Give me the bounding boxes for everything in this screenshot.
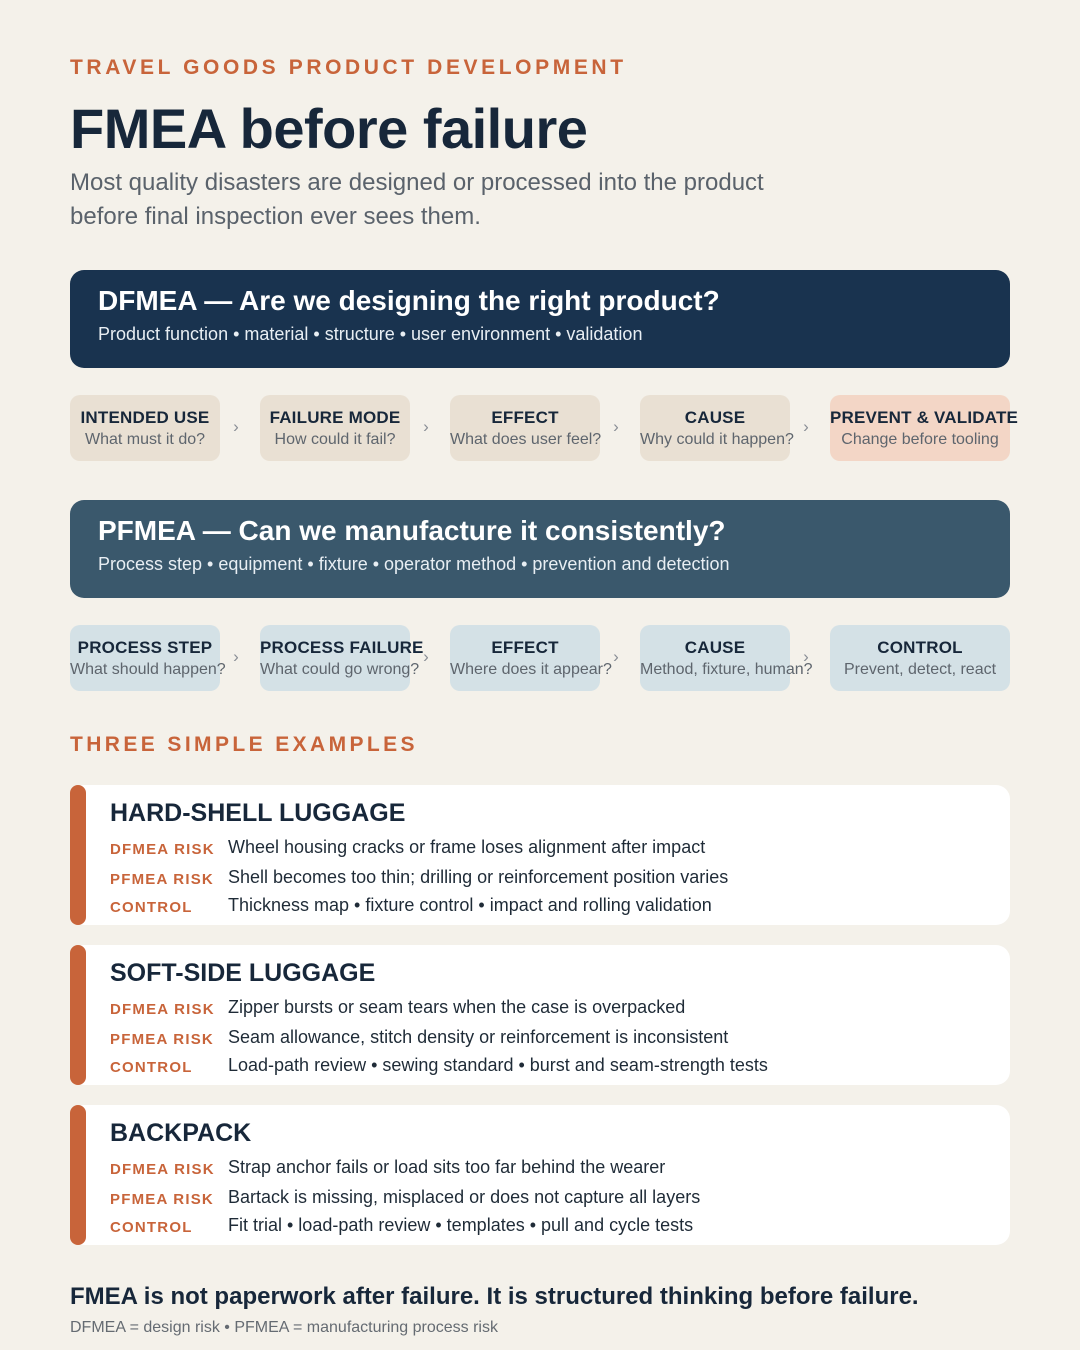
card-title: BACKPACK	[110, 1119, 252, 1147]
step-label: FAILURE MODE	[269, 407, 401, 427]
row-key: CONTROL	[110, 1059, 193, 1076]
step-question: Why could it happen?	[640, 430, 794, 448]
row-key: DFMEA RISK	[110, 1001, 215, 1018]
footer-note: DFMEA = design risk • PFMEA = manufacturing process risk	[70, 1319, 498, 1336]
step-label: PREVENT & VALIDATE	[830, 407, 1019, 427]
pfmea-subheading: Process step • equipment • fixture • operator method • prevention and detection	[98, 554, 730, 574]
chevron-right-icon: ›	[423, 647, 429, 666]
pfmea-step-effect	[450, 625, 612, 691]
card-accent-bar	[70, 785, 86, 925]
step-question: How could it fail?	[274, 430, 396, 448]
example-card-backpack	[70, 1105, 1010, 1245]
eyebrow-label: TRAVEL GOODS PRODUCT DEVELOPMENT	[70, 56, 627, 79]
card-accent-bar	[70, 945, 86, 1085]
example-card-soft-side	[70, 945, 1010, 1085]
pfmea-step-process-failure	[260, 625, 424, 691]
row-value: Bartack is missing, misplaced or does not capture all layers	[228, 1187, 701, 1207]
row-value: Wheel housing cracks or frame loses alignment after impact	[228, 837, 706, 857]
pfmea-step-control	[830, 625, 1010, 691]
chevron-right-icon: ›	[613, 647, 619, 666]
step-question: What does user feel?	[450, 430, 602, 448]
row-key: PFMEA RISK	[110, 1191, 214, 1208]
chevron-right-icon: ›	[233, 417, 239, 436]
pfmea-step-process-step	[70, 625, 226, 691]
row-value: Seam allowance, stitch density or reinforcement is inconsistent	[228, 1027, 729, 1047]
step-label: CONTROL	[877, 637, 963, 657]
chevron-right-icon: ›	[423, 417, 429, 436]
step-label: PROCESS STEP	[77, 637, 213, 657]
card-accent-bar	[70, 1105, 86, 1245]
step-label: CAUSE	[684, 637, 746, 657]
dfmea-banner	[70, 270, 1010, 368]
page-title: FMEA before failure	[70, 97, 588, 160]
chevron-right-icon: ›	[803, 647, 809, 666]
step-question: Change before tooling	[841, 430, 999, 448]
step-label: INTENDED USE	[80, 407, 210, 427]
step-label: EFFECT	[491, 407, 559, 427]
step-question: Method, fixture, human?	[640, 660, 813, 678]
dfmea-steps	[70, 395, 1019, 461]
dfmea-step-prevent-validate	[830, 395, 1019, 461]
dfmea-step-failure-mode	[260, 395, 410, 461]
step-question: Prevent, detect, react	[843, 660, 997, 678]
row-value: Strap anchor fails or load sits too far behind the wearer	[228, 1157, 666, 1177]
chevron-right-icon: ›	[233, 647, 239, 666]
row-key: PFMEA RISK	[110, 1031, 214, 1048]
card-title: SOFT-SIDE LUGGAGE	[110, 959, 376, 987]
chevron-right-icon: ›	[803, 417, 809, 436]
dfmea-step-intended-use	[70, 395, 220, 461]
example-card-hard-shell	[70, 785, 1010, 925]
footer-statement: FMEA is not paperwork after failure. It is structured thinking before failure.	[70, 1283, 919, 1310]
pfmea-step-cause	[640, 625, 813, 691]
dfmea-subheading: Product function • material • structure • user environment • validation	[98, 324, 643, 344]
pfmea-steps	[70, 625, 1010, 691]
row-key: DFMEA RISK	[110, 1161, 215, 1178]
step-question: What could go wrong?	[260, 660, 420, 678]
step-label: PROCESS FAILURE	[260, 637, 424, 657]
row-value: Load-path review • sewing standard • burst and seam-strength tests	[228, 1055, 768, 1075]
step-label: CAUSE	[684, 407, 746, 427]
row-key: DFMEA RISK	[110, 841, 215, 858]
row-key: CONTROL	[110, 1219, 193, 1236]
chevron-right-icon: ›	[613, 417, 619, 436]
dfmea-heading: DFMEA — Are we designing the right product?	[98, 285, 720, 316]
row-key: PFMEA RISK	[110, 871, 214, 888]
pfmea-heading: PFMEA — Can we manufacture it consistently?	[98, 515, 726, 546]
step-question: Where does it appear?	[450, 660, 612, 678]
row-value: Shell becomes too thin; drilling or reinforcement position varies	[228, 867, 729, 887]
step-question: What must it do?	[84, 430, 206, 448]
row-value: Thickness map • fixture control • impact and rolling validation	[228, 895, 712, 915]
pfmea-banner	[70, 500, 1010, 598]
card-title: HARD-SHELL LUGGAGE	[110, 799, 406, 827]
row-value: Fit trial • load-path review • templates • pull and cycle tests	[228, 1215, 694, 1235]
row-key: CONTROL	[110, 899, 193, 916]
dfmea-step-cause	[640, 395, 794, 461]
step-question: What should happen?	[70, 660, 226, 678]
step-label: EFFECT	[491, 637, 559, 657]
page-subtitle: Most quality disasters are designed or processed into the product before final inspection ever sees them.	[70, 169, 764, 230]
row-value: Zipper bursts or seam tears when the case is overpacked	[228, 997, 686, 1017]
dfmea-step-effect	[450, 395, 600, 461]
examples-section-label: THREE SIMPLE EXAMPLES	[70, 733, 418, 756]
